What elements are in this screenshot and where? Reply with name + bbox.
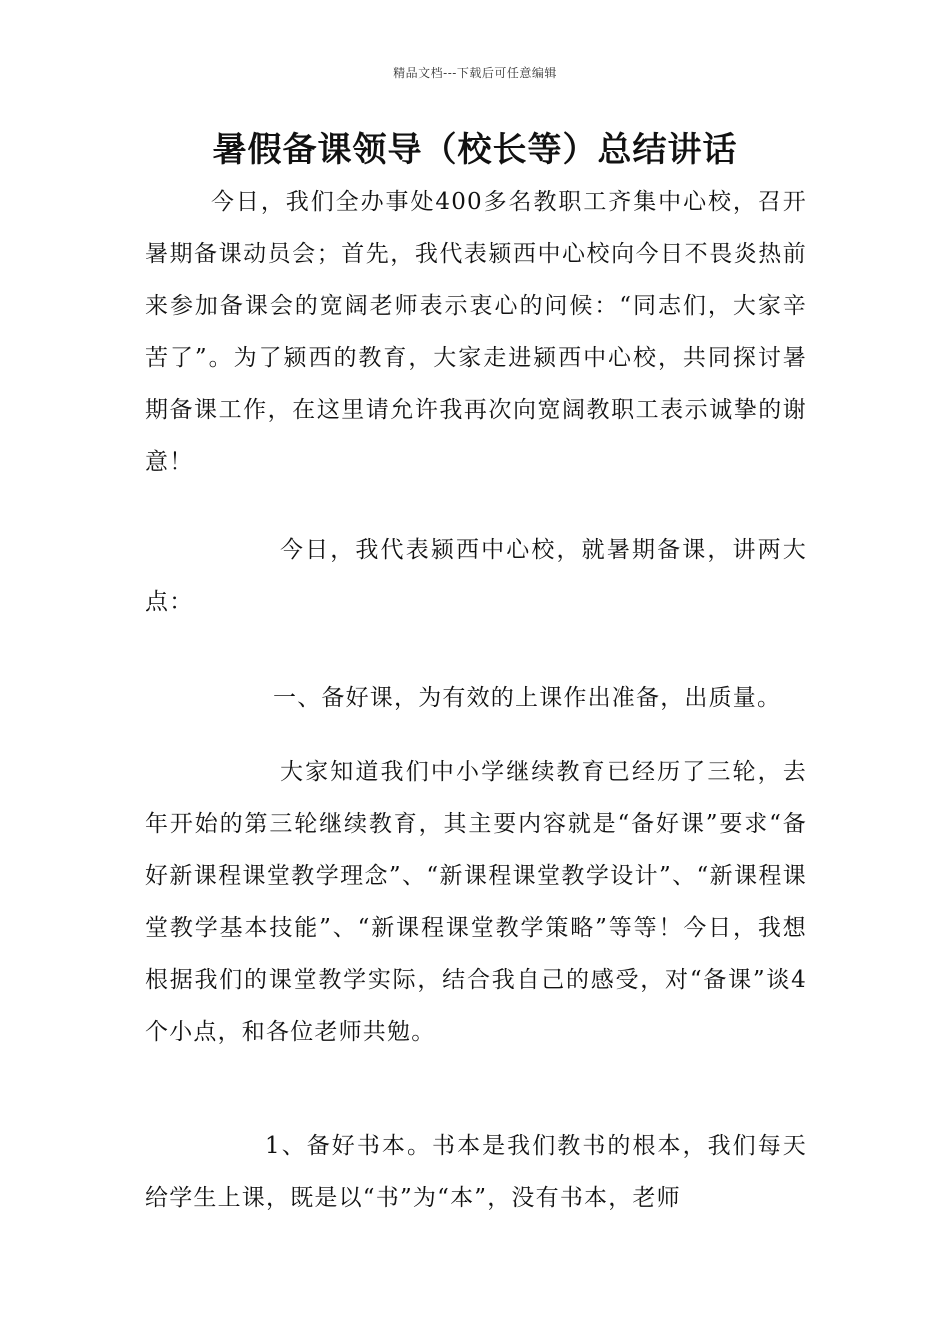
header-note: 精品文档---下载后可任意编辑 (393, 66, 557, 80)
section-heading-one: 一、备好课，为有效的上课作出准备，出质量。 (273, 685, 782, 711)
paragraph-opening: 今日，我们全办事处400多名教职工齐集中心校，召开暑期备课动员会；首先，我代表颍西中心校向今日不畏炎热前来参加备课会的宽阔老师表示衷心的问候：“同志们，大家辛苦了”。为了颍西的教育，大家走进颍西中心校，共同探讨暑期备课工作，在这里请允许我再次向宽阔教职工表示诚挚的谢意！ (145, 189, 807, 475)
document-title: 暑假备课领导（校长等）总结讲话 (212, 130, 738, 170)
paragraph-point-one: 1、备好书本。书本是我们教书的根本，我们每天给学生上课，既是以“书”为“本”，没有书本，老师 (145, 1133, 807, 1211)
paragraph-continuing-education: 大家知道我们中小学继续教育已经历了三轮，去年开始的第三轮继续教育，其主要内容就是“备好课”要求“备好新课程课堂教学理念”、“新课程课堂教学设计”、“新课程课堂教学基本技能”、“新课程课堂教学策略”等等！今日，我想根据我们的课堂教学实际，结合我自己的感受，对“备课”谈4个小点，和各位老师共勉。 (145, 759, 807, 1045)
paragraph-two-points: 今日，我代表颍西中心校，就暑期备课，讲两大点： (145, 537, 807, 615)
